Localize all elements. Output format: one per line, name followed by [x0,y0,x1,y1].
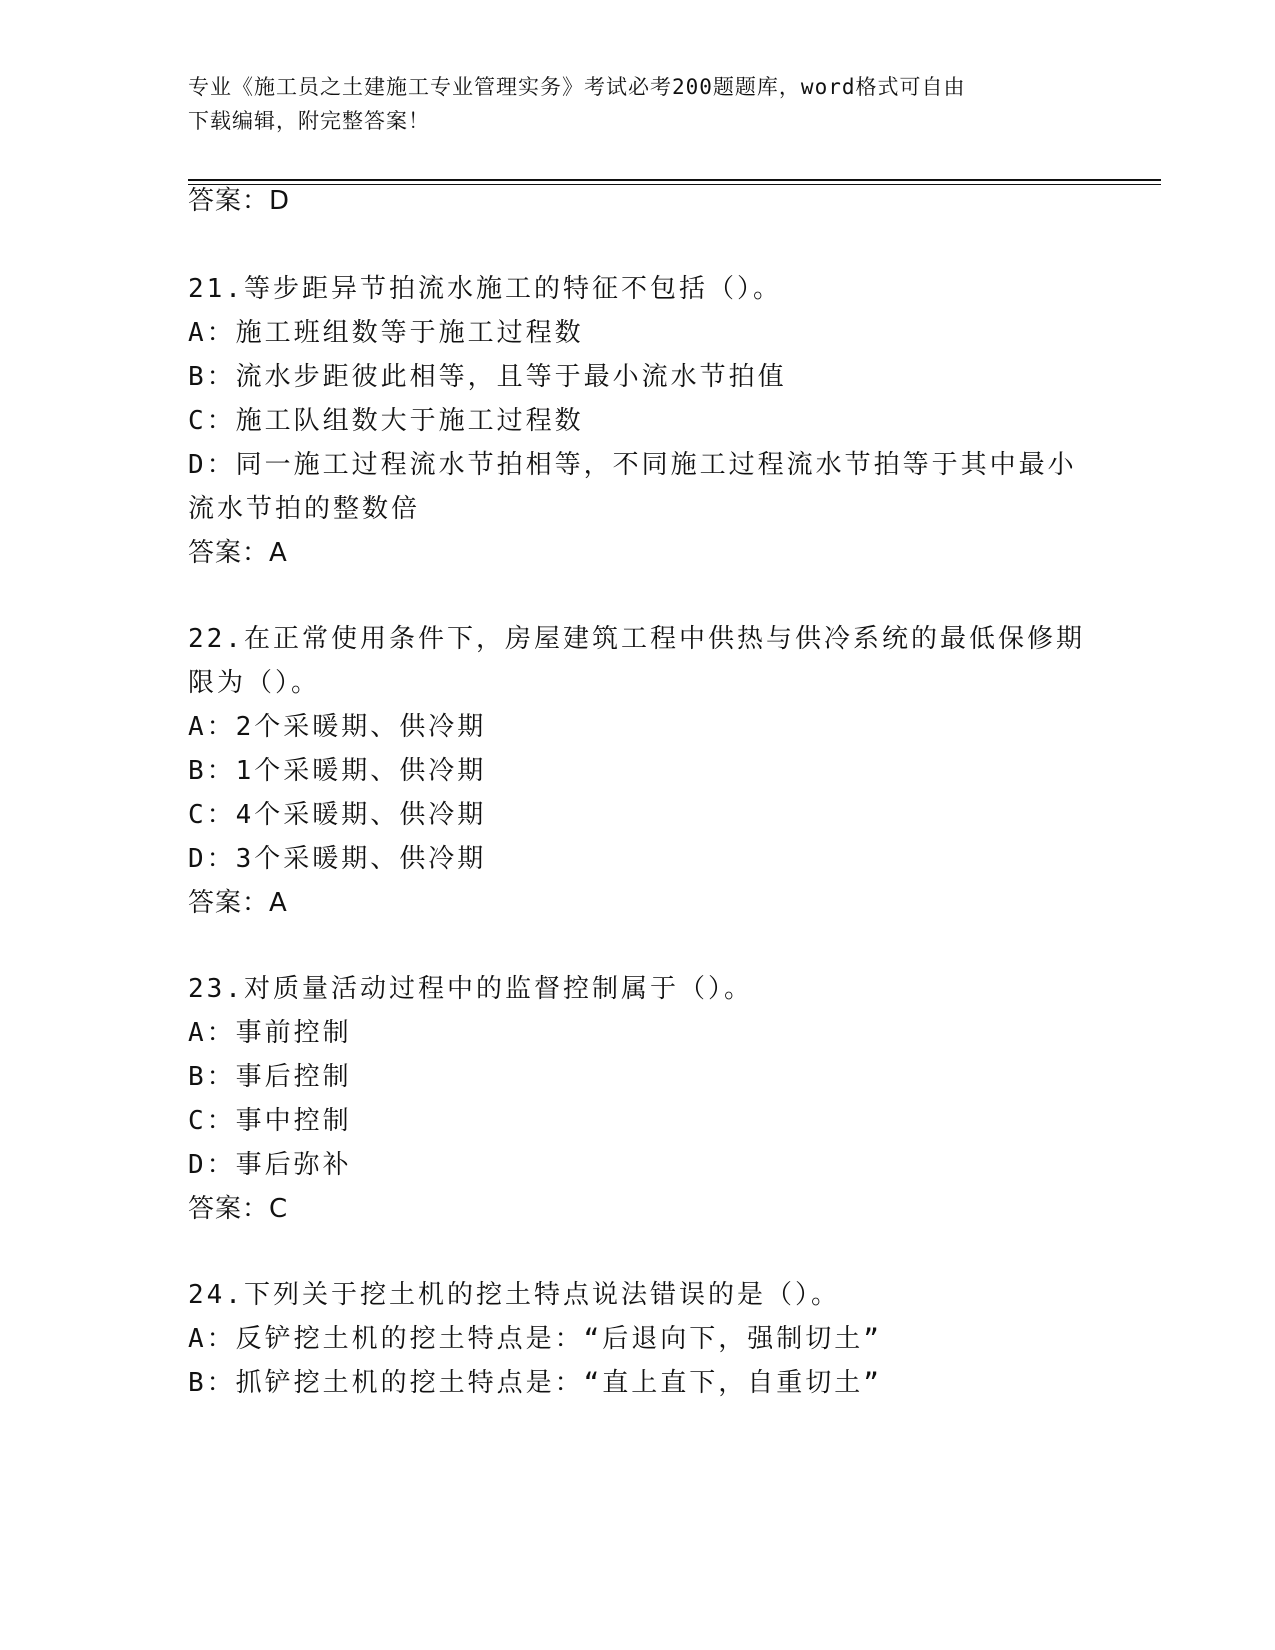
option-line: A：事前控制 [188,1018,352,1048]
option-line: C：事中控制 [188,1106,352,1136]
option-line: A：2个采暖期、供冷期 [188,712,487,742]
option-line: B：流水步距彼此相等，且等于最小流水节拍值 [188,362,787,392]
answer-line: 答案：A [188,538,288,568]
question-stem: 21.等步距异节拍流水施工的特征不包括（）。 [188,274,782,304]
option-line-continuation: 流水节拍的整数倍 [188,494,421,524]
question-stem: 24.下列关于挖土机的挖土特点说法错误的是（）。 [188,1280,840,1310]
header-line-1: 专业《施工员之土建施工专业管理实务》考试必考200题题库，word格式可自由 [188,75,966,99]
answer-line: 答案：C [188,1194,289,1224]
question-stem: 23.对质量活动过程中的监督控制属于（）。 [188,974,753,1004]
question-stem: 22.在正常使用条件下，房屋建筑工程中供热与供冷系统的最低保修期 [188,624,1085,654]
option-line: A：反铲挖土机的挖土特点是：“后退向下，强制切土” [188,1324,882,1354]
option-line: B：1个采暖期、供冷期 [188,756,487,786]
option-line: D：3个采暖期、供冷期 [188,844,487,874]
option-line: A：施工班组数等于施工过程数 [188,318,584,348]
option-line: D：事后弥补 [188,1150,352,1180]
document-header [188,70,1088,138]
header-line-2: 下载编辑，附完整答案！ [188,109,430,133]
option-line: B：事后控制 [188,1062,352,1092]
answer-line: 答案：A [188,888,288,918]
option-line: C：施工队组数大于施工过程数 [188,406,584,436]
option-line: D：同一施工过程流水节拍相等，不同施工过程流水节拍等于其中最小 [188,450,1077,480]
option-line: B：抓铲挖土机的挖土特点是：“直上直下，自重切土” [188,1368,882,1398]
answer-line: 答案：D [188,186,291,216]
question-stem-continuation: 限为（）。 [188,668,321,698]
option-line: C：4个采暖期、供冷期 [188,800,487,830]
